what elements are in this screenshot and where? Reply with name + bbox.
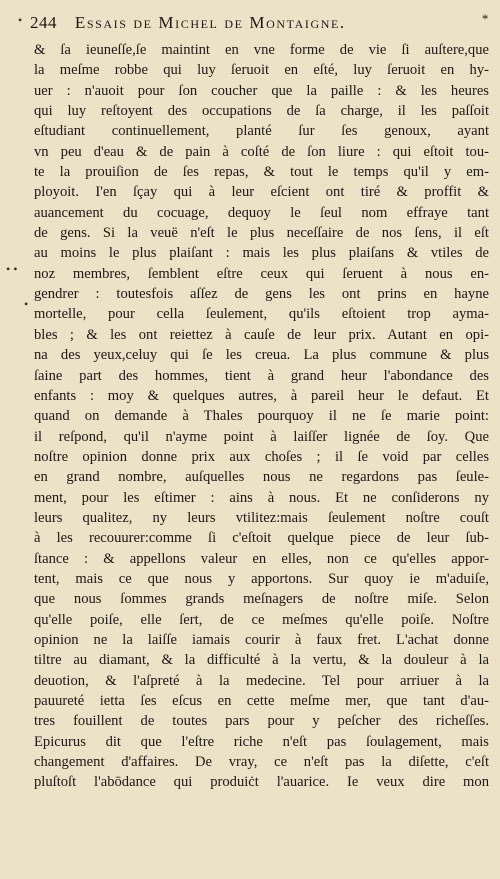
text-line: ployoit. I'en ſçay qui à leur eſcient ont tiré & proffit & bbox=[34, 184, 489, 201]
text-line: gendrer : toutesfois aſſez de gens les ont prins en hayne bbox=[34, 286, 489, 303]
left-margin bbox=[0, 0, 30, 879]
text-line: deuotion, & l'aſpreté à la medecine. Tel pour arriuer à la bbox=[34, 672, 489, 689]
text-line: au moins le plus plaiſant : mais les plus plaiſans & vtiles de bbox=[34, 245, 489, 262]
text-line: leurs qualitez, ny leurs vtilitez:mais ſeulement noſtre couſt bbox=[34, 509, 489, 526]
text-line: vn peu d'eau & de pain à coſté de ſon liure : qui eſtoit tou- bbox=[34, 143, 489, 160]
text-line: uer : n'auoit pour ſon coucher que la paille : & les heures bbox=[34, 82, 489, 99]
text-line: à les recouurer:comme ſi c'eſtoit quelque piece de leur ſub- bbox=[34, 530, 489, 547]
text-line: ſtance : & appellons valeur en elles, non ce qu'elles appor- bbox=[34, 550, 489, 567]
text-line: tent, mais ce que nous y apportons. Sur quoy ie m'aduiſe, bbox=[34, 570, 489, 587]
text-line: enfants : moy & quelques autres, à pareil heur le defaut. Et bbox=[34, 387, 489, 404]
running-title: Essais de Michel de Montaigne. bbox=[74, 13, 346, 32]
text-line: noz membres, ſemblent eſtre ceux qui ſeruent à nous en- bbox=[34, 265, 489, 282]
page-number: 244 bbox=[30, 13, 57, 32]
text-line: ſaine part des hommes, tient à grand heur l'abondance des bbox=[34, 367, 489, 384]
page-header bbox=[30, 13, 490, 39]
text-line: de gens. Si la veuë n'eſt le plus neceſſaire de nos ſens, il eſt bbox=[34, 225, 489, 242]
text-line: auancement du cocuage, dequoy le ſeul nom effraye tant bbox=[34, 204, 489, 221]
text-line: ment, pour les eſtimer : ains à nous. Et ne conſiderons ny bbox=[34, 489, 489, 506]
text-line: qui luy reſtoyent des occupations de ſa charge, il les paſſoit bbox=[34, 103, 489, 120]
margin-mark-mid: • • bbox=[6, 262, 18, 276]
text-line: Epicurus dit que l'eſtre riche n'eſt pas ſoulagement, mais bbox=[34, 733, 489, 750]
text-line: tiltre au diamant, & la difficulté à la vertu, & la douleur à la bbox=[34, 652, 489, 669]
text-line: pluſtoſt l'abōdance qui produiċt l'auarice. Ie veux dire mon bbox=[34, 774, 489, 791]
text-line: mortelle, pour cella ſeulement, qu'ils eſtoient trop ayma- bbox=[34, 306, 489, 323]
margin-mark-top: • bbox=[18, 13, 23, 27]
text-line: bles ; & les ont reiettez à cauſe de leur prix. Autant en opi- bbox=[34, 326, 489, 343]
text-line: en grand nombre, auſquelles nous ne regardons pas ſeule- bbox=[34, 469, 489, 486]
text-line: il reſpond, qu'il n'ayme point à laiſſer lignée de ſoy. Que bbox=[34, 428, 489, 445]
text-line: pauureté ietta ſes eſcus en cette meſme mer, que tant d'au- bbox=[34, 693, 489, 709]
text-line: changement d'affaires. De vray, ce n'eſt pas la diſette, c'eſt bbox=[34, 754, 489, 771]
text-line: quand on demande à Thales pourquoy il ne ſe marie point: bbox=[34, 408, 489, 425]
text-line: te la prouiſion de ſes repas, & tout le temps qu'il y em- bbox=[34, 164, 489, 181]
text-line: opinion ne la laiſſe iamais courir à faux fret. L'achat donne bbox=[34, 631, 489, 648]
text-line: & ſa ieuneſſe,ſe maintint en vne forme de vie ſi auſtere,que bbox=[34, 42, 489, 58]
margin-mark-low: • bbox=[24, 297, 29, 311]
text-line: noſtre opinion donne prix aux choſes ; il ſe void par celles bbox=[34, 448, 489, 465]
corner-mark: * bbox=[481, 11, 490, 26]
text-line: que nous ſommes grands meſnagers de noſtre miſe. Selon bbox=[34, 591, 489, 608]
text-line: la meſme robbe qui luy ſeruoit en eſté, luy ſeruoit en hy- bbox=[34, 62, 489, 79]
text-line: na des yeux,celuy qui ſe les creua. La plus commune & plus bbox=[34, 347, 489, 364]
body-text bbox=[34, 40, 489, 793]
text-line: eſtudiant continuellement, planté ſur ſes genoux, ayant bbox=[34, 123, 489, 140]
text-line: qu'elle poiſe, elle ſert, de ce meſmes qu'elle poiſe. Noſtre bbox=[34, 611, 489, 628]
text-line: tres fouillent de toutes pars pour y peſcher des richeſſes. bbox=[34, 713, 489, 730]
